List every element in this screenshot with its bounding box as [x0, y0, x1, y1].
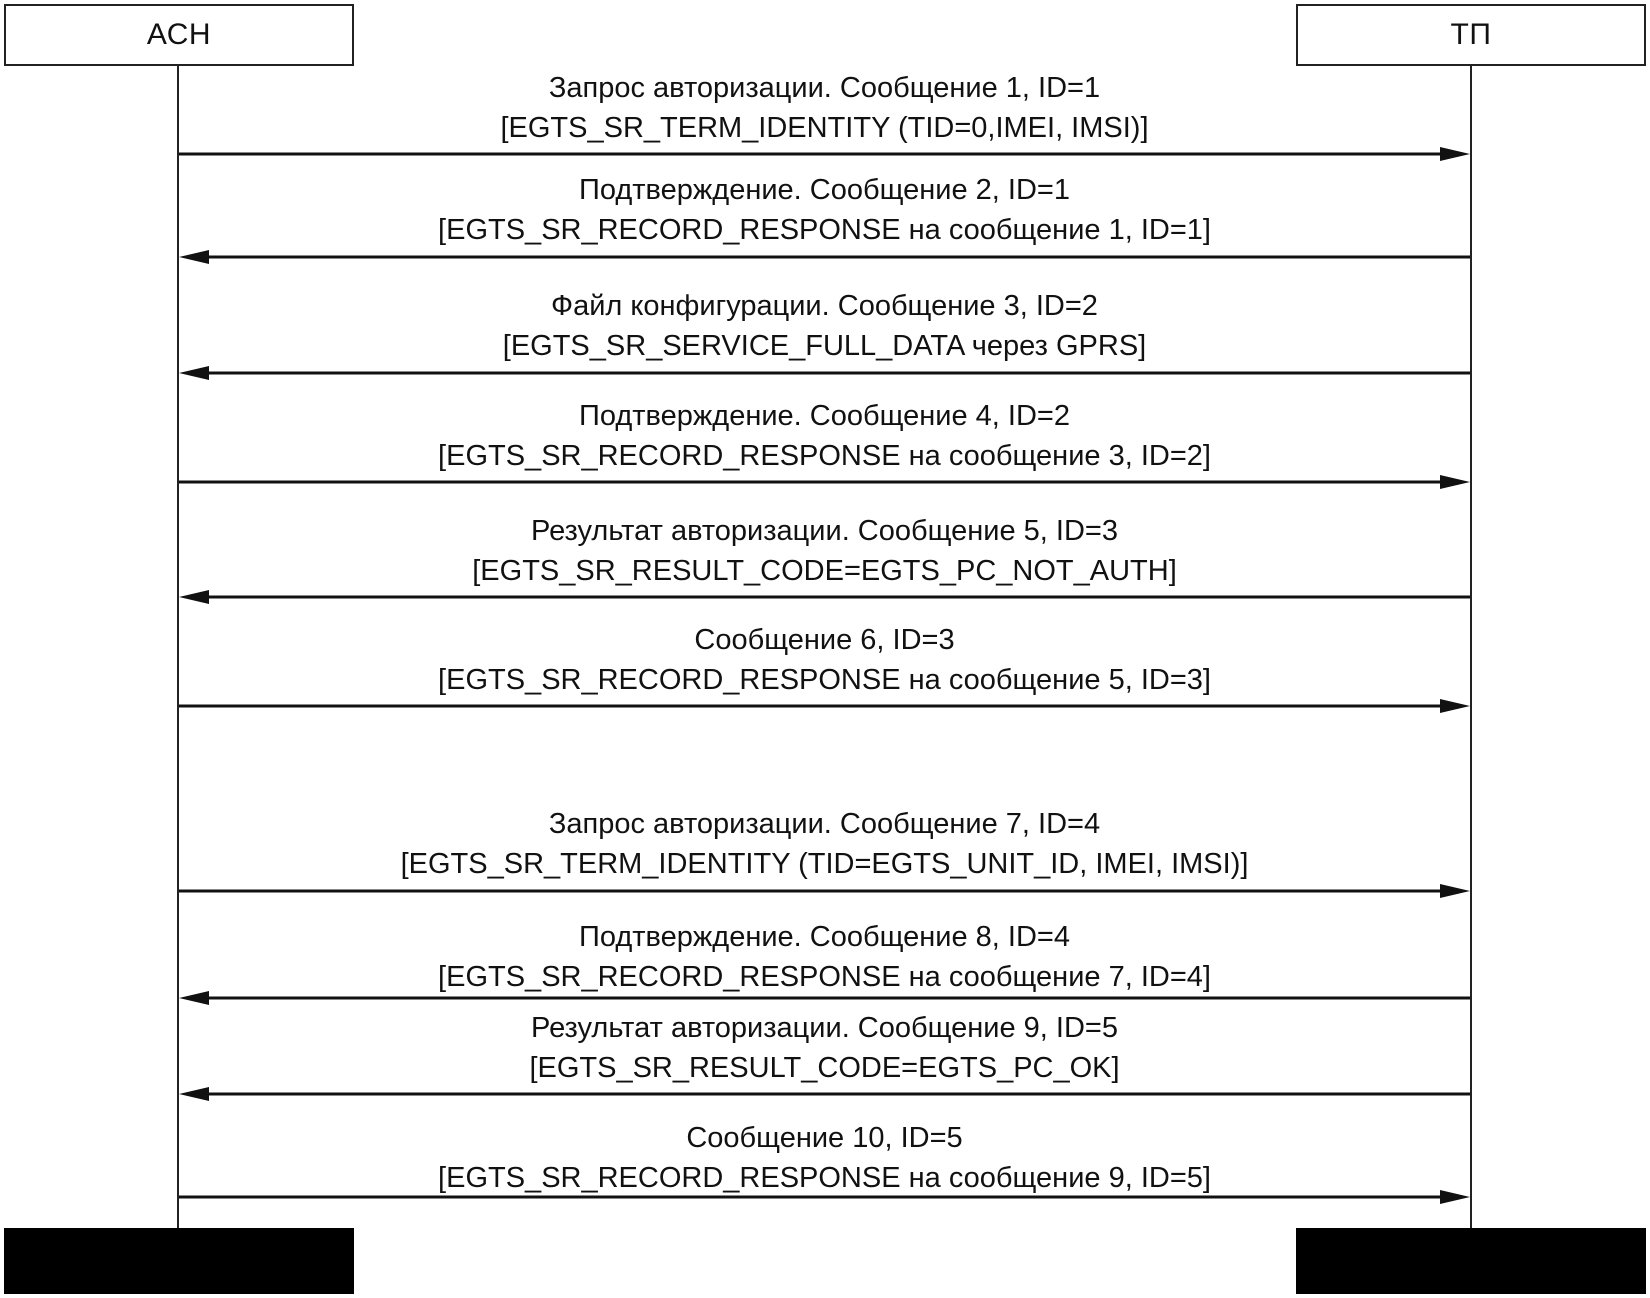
message-7-detail: [EGTS_SR_TERM_IDENTITY (TID=EGTS_UNIT_ID, IMEI, IMSI)]: [400, 848, 1249, 880]
message-6-detail: [EGTS_SR_RECORD_RESPONSE на сообщение 5, ID=3]: [438, 664, 1211, 696]
participant-asn-box: [4, 4, 354, 66]
message-4-arrow: [179, 474, 1470, 490]
message-3-detail: [EGTS_SR_SERVICE_FULL_DATA через GPRS]: [502, 330, 1147, 362]
arrowhead: [179, 991, 209, 1005]
message-10-title: Сообщение 10, ID=5: [686, 1122, 963, 1154]
participant-tp-label: ТП: [1450, 18, 1492, 51]
message-1-detail: [EGTS_SR_TERM_IDENTITY (TID=0,IMEI, IMSI)]: [500, 112, 1149, 144]
message-1-arrow: [179, 146, 1470, 162]
message-5-title: Результат авторизации. Сообщение 5, ID=3: [531, 515, 1118, 547]
arrowhead: [1440, 475, 1470, 489]
message-9-detail: [EGTS_SR_RESULT_CODE=EGTS_PC_OK]: [529, 1052, 1120, 1084]
message-9-title: Результат авторизации. Сообщение 9, ID=5: [531, 1012, 1118, 1044]
participant-asn-label: АСН: [146, 18, 212, 51]
arrowhead: [179, 250, 209, 264]
arrowhead: [179, 590, 209, 604]
message-8-title: Подтверждение. Сообщение 8, ID=4: [579, 921, 1070, 953]
arrow-svg: [179, 474, 1470, 490]
message-1-title: Запрос авторизации. Сообщение 1, ID=1: [548, 72, 1101, 104]
arrow-svg: [179, 365, 1470, 381]
lifeline-tp: [1470, 66, 1472, 1228]
message-4: [179, 396, 1470, 476]
message-10-arrow: [179, 1189, 1470, 1205]
message-10: [179, 1118, 1470, 1198]
message-2: [179, 170, 1470, 250]
message-2-detail: [EGTS_SR_RECORD_RESPONSE на сообщение 1, ID=1]: [438, 214, 1211, 246]
message-6-title: Сообщение 6, ID=3: [694, 624, 955, 656]
lifeline-asn-end: [4, 1228, 354, 1294]
participant-tp-box: [1296, 4, 1646, 66]
arrow-svg: [179, 249, 1470, 265]
message-3: [179, 286, 1470, 366]
lifeline-tp-end: [1296, 1228, 1646, 1294]
message-8: [179, 917, 1470, 997]
message-7-arrow: [179, 883, 1470, 899]
message-4-title: Подтверждение. Сообщение 4, ID=2: [579, 400, 1070, 432]
message-4-detail: [EGTS_SR_RECORD_RESPONSE на сообщение 3, ID=2]: [438, 440, 1211, 472]
arrow-svg: [179, 146, 1470, 162]
arrow-svg: [179, 589, 1470, 605]
message-10-detail: [EGTS_SR_RECORD_RESPONSE на сообщение 9, ID=5]: [438, 1162, 1211, 1194]
message-9-arrow: [179, 1086, 1470, 1102]
message-2-arrow: [179, 249, 1470, 265]
message-3-arrow: [179, 365, 1470, 381]
arrowhead: [1440, 699, 1470, 713]
message-8-arrow: [179, 990, 1470, 1006]
message-8-detail: [EGTS_SR_RECORD_RESPONSE на сообщение 7, ID=4]: [438, 961, 1211, 993]
arrowhead: [1440, 147, 1470, 161]
message-1: [179, 68, 1470, 148]
message-3-title: Файл конфигурации. Сообщение 3, ID=2: [551, 290, 1098, 322]
message-9: [179, 1008, 1470, 1088]
message-5-arrow: [179, 589, 1470, 605]
arrowhead: [179, 1087, 209, 1101]
arrow-svg: [179, 698, 1470, 714]
arrowhead: [1440, 1190, 1470, 1204]
message-5-detail: [EGTS_SR_RESULT_CODE=EGTS_PC_NOT_AUTH]: [472, 555, 1177, 587]
arrow-svg: [179, 883, 1470, 899]
message-6: [179, 620, 1470, 700]
message-2-title: Подтверждение. Сообщение 2, ID=1: [579, 174, 1070, 206]
message-7: [179, 804, 1470, 884]
message-7-title: Запрос авторизации. Сообщение 7, ID=4: [548, 808, 1101, 840]
arrow-svg: [179, 990, 1470, 1006]
message-6-arrow: [179, 698, 1470, 714]
message-5: [179, 511, 1470, 591]
arrowhead: [1440, 884, 1470, 898]
arrow-svg: [179, 1189, 1470, 1205]
arrowhead: [179, 366, 209, 380]
arrow-svg: [179, 1086, 1470, 1102]
